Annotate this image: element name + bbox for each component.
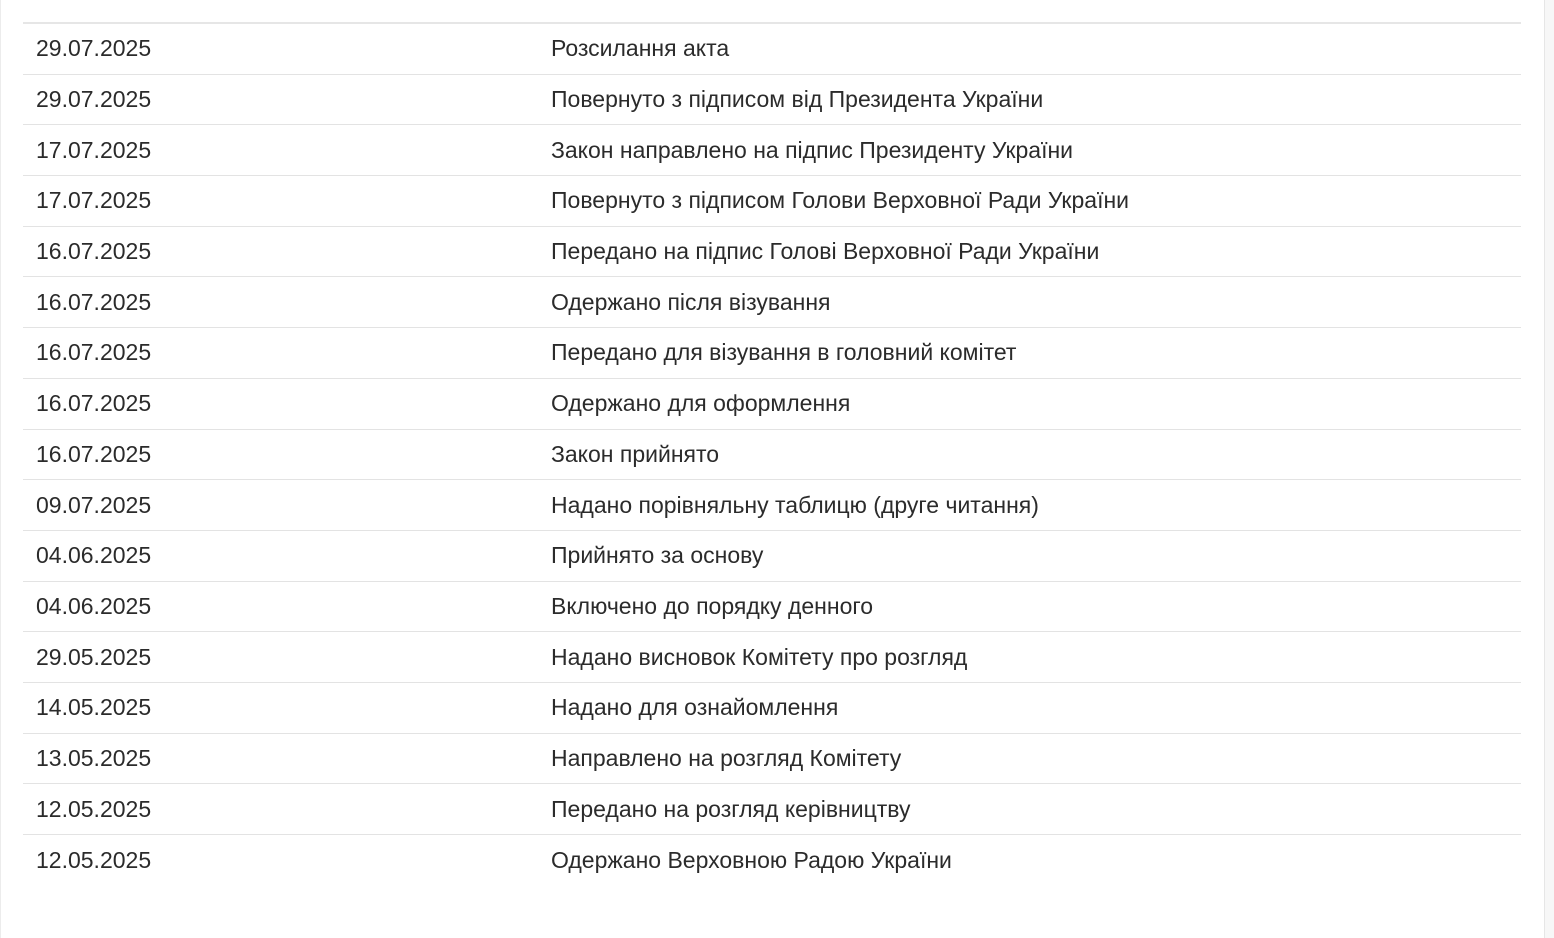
- row-event: Повернуто з підписом Голови Верховної Ради України: [551, 187, 1130, 214]
- table-row: [23, 683, 1521, 734]
- row-date: 17.07.2025: [36, 136, 152, 163]
- row-date: 29.07.2025: [36, 35, 152, 62]
- row-date: 29.07.2025: [36, 86, 152, 113]
- row-event: Розсилання акта: [551, 35, 730, 62]
- table-row: [23, 227, 1521, 278]
- table-row: [23, 430, 1521, 481]
- row-event: Передано для візування в головний комітет: [551, 339, 1017, 366]
- row-date: 16.07.2025: [36, 288, 152, 315]
- row-date: 16.07.2025: [36, 390, 152, 417]
- row-event: Надано порівняльну таблицю (друге читання): [551, 491, 1039, 518]
- table-row: [23, 582, 1521, 633]
- table-row: [23, 75, 1521, 126]
- page-scrollbar-track[interactable]: [1544, 0, 1554, 938]
- table-row: [23, 531, 1521, 582]
- table-row: [23, 480, 1521, 531]
- row-date: 12.05.2025: [36, 795, 152, 822]
- row-event: Одержано для оформлення: [551, 390, 851, 417]
- table-row: [23, 328, 1521, 379]
- bill-history-table: [23, 22, 1521, 886]
- row-event: Надано висновок Комітету про розгляд: [551, 643, 968, 670]
- row-event: Надано для ознайомлення: [551, 694, 839, 721]
- row-event: Передано на розгляд керівництву: [551, 795, 911, 822]
- table-row: [23, 734, 1521, 785]
- row-date: 09.07.2025: [36, 491, 152, 518]
- row-date: 29.05.2025: [36, 643, 152, 670]
- table-row: [23, 835, 1521, 886]
- row-event: Передано на підпис Голові Верховної Ради України: [551, 238, 1100, 265]
- row-date: 04.06.2025: [36, 592, 152, 619]
- row-date: 13.05.2025: [36, 744, 152, 771]
- row-date: 16.07.2025: [36, 339, 152, 366]
- row-date: 16.07.2025: [36, 440, 152, 467]
- row-date: 04.06.2025: [36, 542, 152, 569]
- table-row: [23, 24, 1521, 75]
- row-event: Повернуто з підписом від Президента України: [551, 86, 1044, 113]
- row-event: Направлено на розгляд Комітету: [551, 744, 902, 771]
- table-row: [23, 784, 1521, 835]
- row-date: 12.05.2025: [36, 846, 152, 873]
- row-event: Включено до порядку денного: [551, 592, 874, 619]
- row-event: Одержано Верховною Радою України: [551, 846, 952, 873]
- table-row: [23, 176, 1521, 227]
- row-event: Прийнято за основу: [551, 542, 764, 569]
- table-row: [23, 379, 1521, 430]
- row-event: Закон направлено на підпис Президенту України: [551, 136, 1074, 163]
- page-left-border: [0, 0, 1, 938]
- row-date: 17.07.2025: [36, 187, 152, 214]
- row-date: 14.05.2025: [36, 694, 152, 721]
- row-event: Закон прийнято: [551, 440, 720, 467]
- table-row: [23, 632, 1521, 683]
- table-row: [23, 277, 1521, 328]
- table-row: [23, 125, 1521, 176]
- row-event: Одержано після візування: [551, 288, 831, 315]
- row-date: 16.07.2025: [36, 238, 152, 265]
